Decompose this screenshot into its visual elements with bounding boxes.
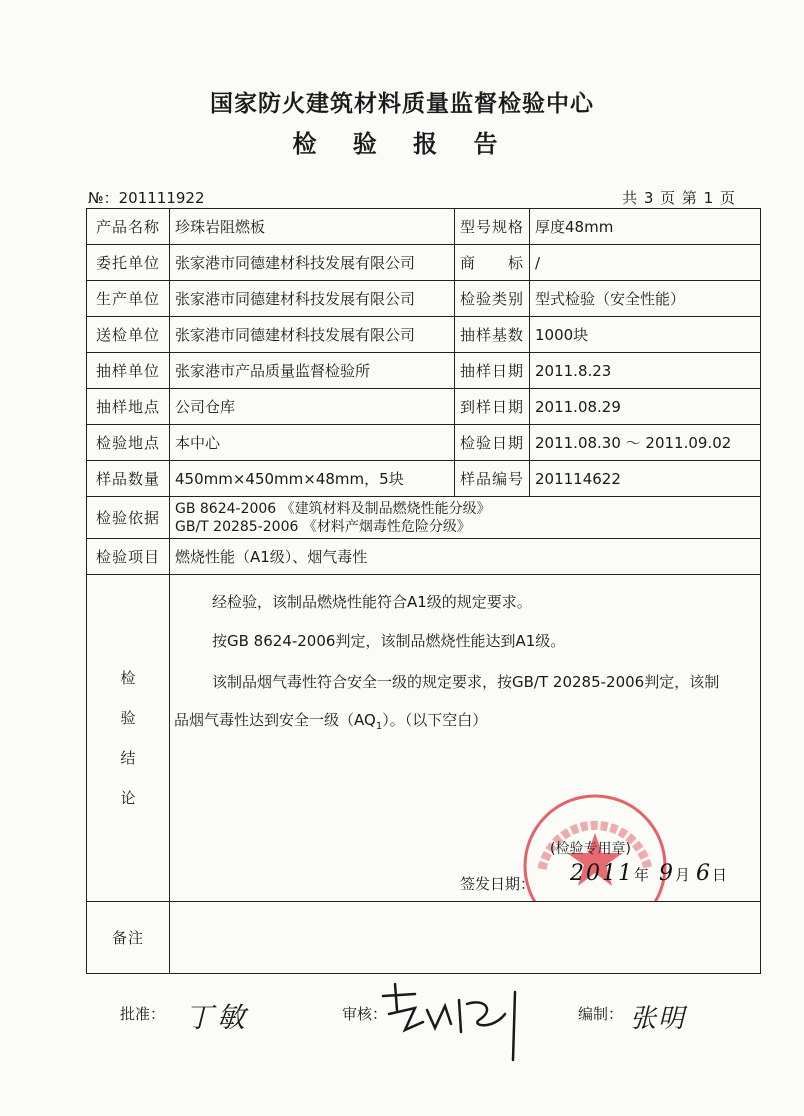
- approve-signature: 丁敏: [185, 1001, 250, 1034]
- conclusion-para-2: 按GB 8624-2006判定，该制品燃烧性能达到A1级。: [212, 632, 566, 650]
- value-test-type: 型式检验（安全性能）: [530, 281, 761, 317]
- value-sample-qty: 450mm×450mm×48mm，5块: [170, 461, 455, 497]
- conclusion-para-3b-post: ）。（以下空白）: [382, 711, 488, 729]
- label-sample-place: 抽样地点: [87, 389, 170, 425]
- label-producer: 生产单位: [87, 281, 170, 317]
- value-arrival-date: 2011.08.29: [530, 389, 761, 425]
- page-count: 共 3 页 第 1 页: [622, 189, 736, 207]
- conclusion-para-3a-text: 该制品烟气毒性符合安全一级的规定要求，按GB/T 20285-2006判定，该制: [212, 673, 720, 691]
- compile-signature: 张明: [630, 1004, 687, 1034]
- row-sampler: [87, 353, 761, 389]
- label-trademark: 商 标: [455, 245, 530, 281]
- day-char: 日: [712, 866, 730, 884]
- org-title: 国家防火建筑材料质量监督检验中心: [210, 91, 594, 117]
- label-submitter: 送检单位: [87, 317, 170, 353]
- stamp-note: (检验专用章): [550, 841, 631, 857]
- label-sampling-date: 抽样日期: [455, 353, 530, 389]
- basis-line-1: GB 8624-2006 《建筑材料及制品燃烧性能分级》: [175, 500, 491, 517]
- value-trademark: /: [530, 245, 761, 281]
- conclusion-char: 结: [120, 749, 136, 767]
- basis-line-2: GB/T 20285-2006 《材料产烟毒性危险分级》: [175, 518, 471, 535]
- conclusion-char: 验: [120, 709, 136, 727]
- label-items: 检验项目: [87, 539, 170, 575]
- label-test-place: 检验地点: [87, 425, 170, 461]
- row-product-name: [87, 209, 761, 245]
- label-arrival-date: 到样日期: [455, 389, 530, 425]
- approve-label: 批准：: [120, 1005, 166, 1023]
- conclusion-para-3b: [174, 709, 487, 732]
- conclusion-body: [170, 575, 761, 902]
- report-number: №：201111922: [88, 189, 205, 207]
- value-remarks: [170, 902, 761, 974]
- label-sample-qty: 样品数量: [87, 461, 170, 497]
- conclusion-char: 检: [120, 669, 136, 687]
- row-submitter: [87, 317, 761, 353]
- value-submitter: 张家港市同德建材科技发展有限公司: [170, 317, 455, 353]
- sign-date-handwritten: [570, 861, 729, 886]
- report-title: 检 验 报 告: [292, 130, 512, 158]
- conclusion-para-3a: [212, 671, 719, 692]
- value-sampler: 张家港市产品质量监督检验所: [170, 353, 455, 389]
- report-table: [86, 208, 761, 974]
- value-basis: [170, 497, 761, 539]
- value-items: 燃烧性能（A1级）、烟气毒性: [170, 539, 761, 575]
- value-product-name: 珍珠岩阻燃板: [170, 209, 455, 245]
- value-sample-place: 公司仓库: [170, 389, 455, 425]
- row-producer: [87, 281, 761, 317]
- sign-date-label: 签发日期：: [460, 875, 536, 893]
- row-client: [87, 245, 761, 281]
- value-sample-no: 201114622: [530, 461, 761, 497]
- value-test-date: 2011.08.30 ～ 2011.09.02: [530, 425, 761, 461]
- conclusion-para-1: 经检验，该制品燃烧性能符合A1级的规定要求。: [212, 593, 532, 611]
- row-sample-qty: [87, 461, 761, 497]
- sign-month: 9: [659, 861, 676, 886]
- label-product-name: 产品名称: [87, 209, 170, 245]
- value-sampling-date: 2011.8.23: [530, 353, 761, 389]
- label-model-spec: 型号规格: [455, 209, 530, 245]
- label-basis: 检验依据: [87, 497, 170, 539]
- conclusion-aq-subscript: 1: [375, 721, 383, 732]
- row-basis: [87, 497, 761, 539]
- sign-year: 2011: [570, 861, 634, 886]
- review-signature-icon: [375, 970, 545, 1070]
- label-sampling-base: 抽样基数: [455, 317, 530, 353]
- label-sampler: 抽样单位: [87, 353, 170, 389]
- value-test-place: 本中心: [170, 425, 455, 461]
- label-client: 委托单位: [87, 245, 170, 281]
- row-items: [87, 539, 761, 575]
- year-char: 年: [634, 866, 652, 884]
- month-char: 月: [675, 866, 693, 884]
- row-sample-place: [87, 389, 761, 425]
- sign-day: 6: [696, 861, 713, 886]
- row-conclusion: [87, 575, 761, 902]
- value-sampling-base: 1000块: [530, 317, 761, 353]
- value-model-spec: 厚度48mm: [530, 209, 761, 245]
- value-producer: 张家港市同德建材科技发展有限公司: [170, 281, 455, 317]
- row-test-place: [87, 425, 761, 461]
- review-label: 审核：: [342, 1005, 388, 1023]
- label-remarks: 备注: [87, 902, 170, 974]
- row-remarks: [87, 902, 761, 974]
- compile-label: 编制：: [578, 1005, 624, 1023]
- label-test-date: 检验日期: [455, 425, 530, 461]
- label-test-type: 检验类别: [455, 281, 530, 317]
- conclusion-para-3b-pre: 品烟气毒性达到安全一级（AQ: [174, 711, 376, 729]
- conclusion-char: 论: [120, 789, 136, 807]
- label-sample-no: 样品编号: [455, 461, 530, 497]
- value-client: 张家港市同德建材科技发展有限公司: [170, 245, 455, 281]
- label-conclusion: [87, 575, 170, 902]
